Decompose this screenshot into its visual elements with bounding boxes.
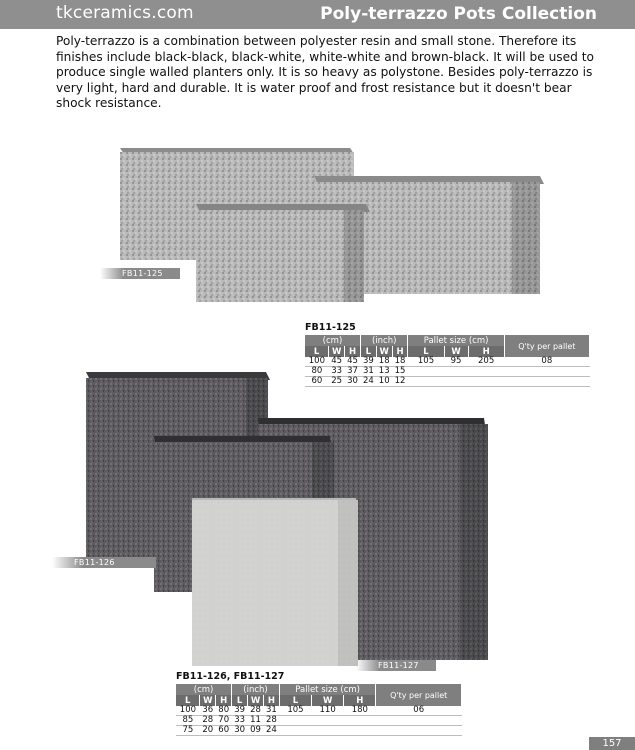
column-header: H (345, 346, 361, 357)
table-cell: 60 (216, 726, 232, 736)
group-header: (cm) (305, 335, 360, 346)
intro-paragraph: Poly-terrazzo is a combination between polyester resin and small stone. Therefore its finishes include black-black, black-white, white-white and brown-black. It will be used to produce single walled planters only. It is so heavy as polystone. Besides poly-terrazzo is very light, hard and durable. It is water proof and frost resistance but it doesn't bear shock resistance. (56, 34, 594, 111)
column-header: L (360, 346, 376, 357)
header-bar (0, 0, 635, 29)
table-cell (312, 716, 344, 726)
table-cell: 95 (444, 357, 468, 367)
table-cell: 45 (345, 357, 361, 367)
product-code-tag: FB11-126 (52, 557, 156, 568)
group-header: Q'ty per pallet (504, 335, 589, 357)
table-row (176, 716, 462, 726)
table-cell: 18 (376, 357, 392, 367)
table-cell: 06 (376, 706, 462, 716)
table-cell (376, 726, 462, 736)
group-header: Q'ty per pallet (376, 684, 462, 706)
table-cell: 31 (360, 367, 376, 377)
table-cell: 28 (200, 716, 216, 726)
page-title: Poly-terrazzo Pots Collection (320, 4, 597, 24)
group-header: (cm) (176, 684, 232, 695)
table-cell: 10 (376, 377, 392, 387)
table-cell (312, 726, 344, 736)
group-header: (inch) (232, 684, 280, 695)
group-header: (inch) (360, 335, 408, 346)
table-cell: 25 (329, 377, 345, 387)
table-cell: 20 (200, 726, 216, 736)
column-header: H (216, 695, 232, 706)
planter-small (196, 210, 364, 302)
site-name: tkceramics.com (56, 3, 194, 23)
table-cell: 45 (329, 357, 345, 367)
column-header: W (200, 695, 216, 706)
spec-table (176, 684, 462, 736)
column-header: H (468, 346, 504, 357)
spec-title: FB11-126, FB11-127 (176, 671, 285, 682)
table-cell: 12 (392, 377, 408, 387)
table-cell: 85 (176, 716, 200, 726)
table-cell: 24 (263, 726, 279, 736)
page-number: 157 (589, 737, 635, 750)
table-cell: 30 (232, 726, 248, 736)
table-cell: 09 (248, 726, 264, 736)
table-cell: 205 (468, 357, 504, 367)
table-cell: 105 (279, 706, 311, 716)
column-header: H (263, 695, 279, 706)
planter-white (192, 500, 358, 666)
table-cell: 80 (216, 706, 232, 716)
table-cell (344, 726, 376, 736)
table-cell: 08 (504, 357, 589, 367)
table-cell: 100 (176, 706, 200, 716)
table-cell (279, 716, 311, 726)
column-header: L (305, 346, 329, 357)
table-cell: 30 (345, 377, 361, 387)
table-cell: 70 (216, 716, 232, 726)
column-header: W (376, 346, 392, 357)
column-header: H (392, 346, 408, 357)
table-cell: 39 (232, 706, 248, 716)
table-cell: 33 (329, 367, 345, 377)
column-header: L (176, 695, 200, 706)
column-header: H (344, 695, 376, 706)
table-cell: 180 (344, 706, 376, 716)
table-cell (344, 716, 376, 726)
column-header: W (248, 695, 264, 706)
table-cell (279, 726, 311, 736)
product-code-tag: FB11-125 (100, 268, 180, 279)
table-cell: 60 (305, 377, 329, 387)
spec-title: FB11-125 (305, 322, 356, 333)
column-header: W (312, 695, 344, 706)
table-cell: 15 (392, 367, 408, 377)
group-header: Pallet size (cm) (279, 684, 376, 695)
table-cell: 110 (312, 706, 344, 716)
table-cell: 33 (232, 716, 248, 726)
table-cell: 18 (392, 357, 408, 367)
table-cell: 39 (360, 357, 376, 367)
table-cell: 31 (263, 706, 279, 716)
table-cell: 13 (376, 367, 392, 377)
column-header: L (408, 346, 444, 357)
product-photo-fb11-126-127 (0, 368, 635, 670)
table-cell: 100 (305, 357, 329, 367)
column-header: L (279, 695, 311, 706)
table-cell: 28 (263, 716, 279, 726)
product-code-tag: FB11-127 (356, 660, 436, 671)
column-header: L (232, 695, 248, 706)
group-header: Pallet size (cm) (408, 335, 504, 346)
table-cell: 75 (176, 726, 200, 736)
table-cell: 36 (200, 706, 216, 716)
table-cell (376, 716, 462, 726)
product-photo-fb11-125 (0, 140, 635, 315)
table-cell: 105 (408, 357, 444, 367)
table-cell: 11 (248, 716, 264, 726)
table-cell: 80 (305, 367, 329, 377)
table-row (176, 726, 462, 736)
column-header: W (329, 346, 345, 357)
column-header: W (444, 346, 468, 357)
table-cell: 24 (360, 377, 376, 387)
table-cell: 37 (345, 367, 361, 377)
table-cell: 28 (248, 706, 264, 716)
